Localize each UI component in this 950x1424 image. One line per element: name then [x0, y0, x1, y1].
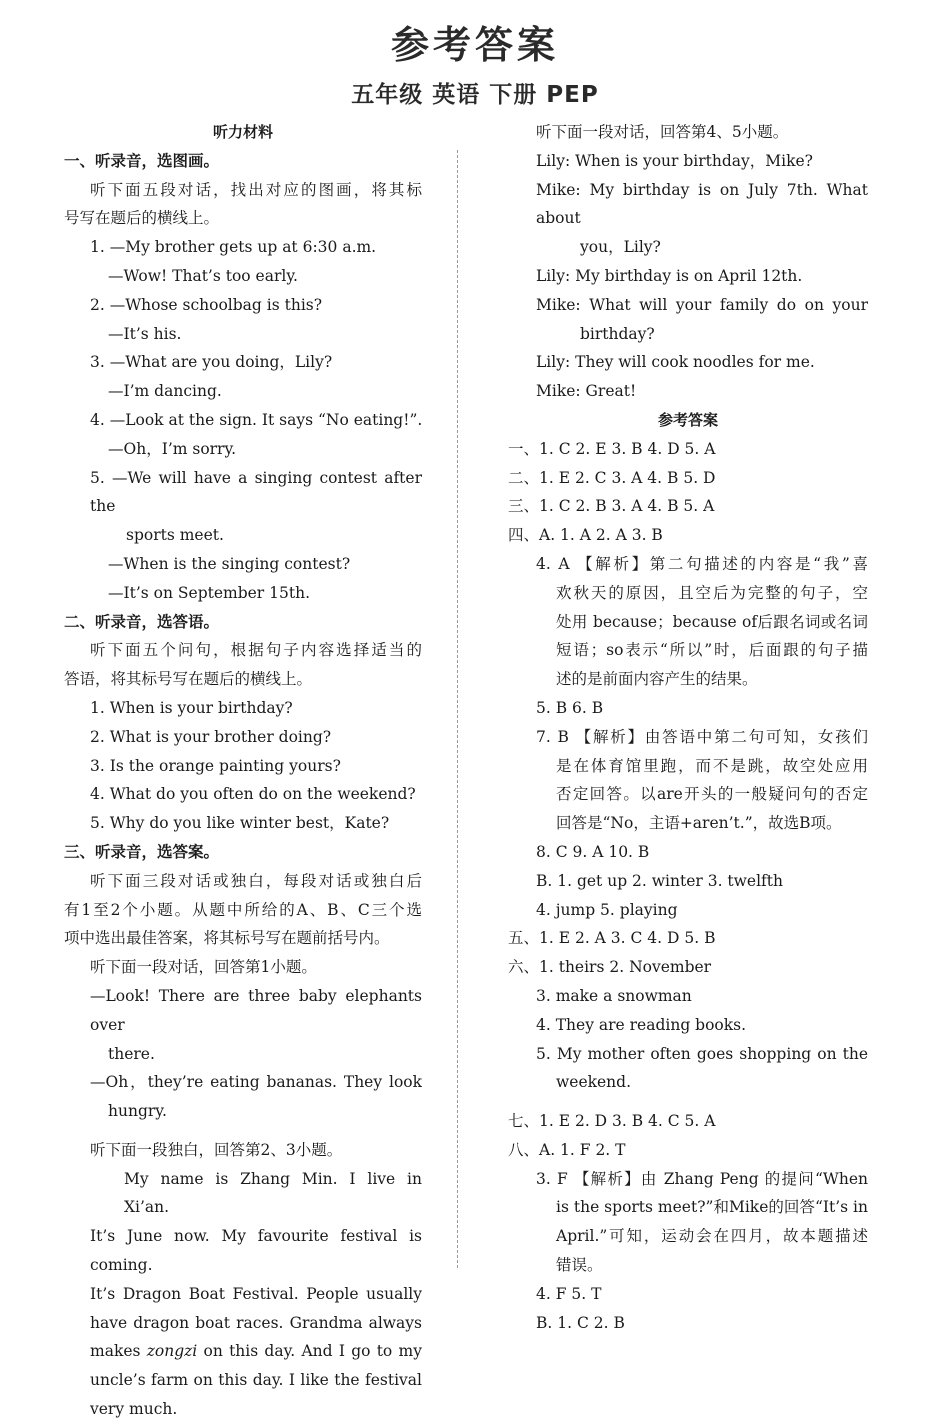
explanation-line: 4. A 【解析】第二句描述的内容是“我”喜	[536, 554, 868, 573]
answer-row: 4. They are reading books.	[536, 1015, 747, 1034]
section-2-title: 二、听录音，选答语。	[64, 612, 220, 631]
dialogue-line: Mike: My birthday is on July 7th. What about	[536, 180, 868, 228]
dialogue-line: Mike: Great!	[536, 382, 637, 401]
s1-item: 2. —Whose schoolbag is this?	[90, 295, 323, 314]
s1-item: 1. —My brother gets up at 6:30 a.m.	[90, 238, 377, 257]
s2-item: 5. Why do you like winter best，Kate?	[90, 814, 390, 833]
passage-text: makes	[90, 1342, 141, 1361]
dialogue-line: you，Lily?	[580, 238, 661, 257]
q1-line: there.	[108, 1044, 155, 1063]
section-1-title: 一、听录音，选图画。	[64, 151, 220, 170]
page-subtitle: 五年级 英语 下册 PEP	[351, 82, 599, 108]
dialogue-line: Lily: When is your birthday，Mike?	[536, 151, 813, 170]
section-3-title: 三、听录音，选答案。	[64, 842, 220, 861]
section-3-intro-2: 有1至2个小题。从题中所给的A、B、C三个选	[64, 900, 422, 919]
answers-column	[508, 118, 868, 1337]
explanation-line: 是在体育馆里跑，而不是跳，故空处应用	[556, 756, 868, 775]
answer-row: B. 1. get up 2. winter 3. twelfth	[536, 871, 783, 890]
section-2-intro-1: 听下面五个问句，根据句子内容选择适当的	[90, 641, 422, 660]
answer-row: 3. make a snowman	[536, 986, 692, 1005]
dialogue-line: Mike: What will your family do on your	[536, 295, 868, 314]
answer-row: 8. C 9. A 10. B	[536, 842, 650, 861]
answer-row: 七、1. E 2. D 3. B 4. C 5. A	[508, 1112, 716, 1131]
explanation-line: 回答是“No，主语+aren’t.”，故选B项。	[556, 814, 842, 833]
s1-item: 4. —Look at the sign. It says “No eating!”.	[90, 410, 422, 429]
answer-row: 六、1. theirs 2. November	[508, 958, 712, 977]
q45-intro: 听下面一段对话，回答第4、5小题。	[536, 123, 789, 141]
explanation-line: 短语；so表示“所以”时，后面跟的句子描	[556, 641, 868, 660]
section-1-intro-2: 号写在题后的横线上。	[64, 209, 220, 228]
answer-row: 5. My mother often goes shopping on the	[536, 1044, 868, 1063]
answer-row: 5. B 6. B	[536, 698, 604, 717]
passage-line: It’s Dragon Boat Festival. People usually	[90, 1284, 422, 1303]
answer-row: 八、A. 1. F 2. T	[508, 1140, 626, 1159]
passage-line: uncle’s farm on this day. I like the festival	[90, 1371, 422, 1390]
passage-text: on this day. And I go to my	[203, 1342, 422, 1361]
section-2-intro-2: 答语，将其标号写在题后的横线上。	[64, 670, 313, 689]
passage-line: It’s June now. My favourite festival is coming.	[90, 1227, 422, 1275]
answers-heading: 参考答案	[657, 410, 718, 429]
explanation-line: 3. F 【解析】由 Zhang Peng 的提问“When	[536, 1169, 868, 1188]
s1-item: —Oh，I’m sorry.	[108, 439, 237, 458]
answer-row: 4. jump 5. playing	[536, 900, 678, 919]
explanation-line: 否定回答。以are开头的一般疑问句的否定	[556, 785, 868, 804]
section-1-intro-1: 听下面五段对话，找出对应的图画，将其标	[90, 180, 422, 199]
explanation-line: 7. B 【解析】由答语中第二句可知，女孩们	[536, 727, 868, 746]
dialogue-line: birthday?	[580, 324, 655, 343]
answer-row: 二、1. E 2. C 3. A 4. B 5. D	[508, 468, 716, 487]
dialogue-line: Lily: My birthday is on April 12th.	[536, 266, 803, 285]
s2-item: 1. When is your birthday?	[90, 698, 293, 717]
answer-row: 4. F 5. T	[536, 1284, 602, 1303]
explanation-line: 述的是前面内容产生的结果。	[556, 670, 758, 689]
explanation-line: 欢秋天的原因，且空后为完整的句子，空	[556, 583, 868, 602]
s1-item: 5. —We will have a singing contest after the	[90, 468, 422, 516]
answer-row: 一、1. C 2. E 3. B 4. D 5. A	[508, 439, 716, 458]
answer-row: 三、1. C 2. B 3. A 4. B 5. A	[508, 497, 715, 516]
passage-italic-word: zongzi	[146, 1342, 198, 1361]
q1-intro: 听下面一段对话，回答第1小题。	[90, 958, 317, 977]
s1-item: —It’s on September 15th.	[108, 583, 311, 602]
passage-line: have dragon boat races. Grandma always	[90, 1313, 422, 1332]
page-title: 参考答案	[390, 23, 559, 67]
q1-line: hungry.	[108, 1102, 167, 1121]
s1-item: —It’s his.	[108, 324, 182, 343]
s1-item: —When is the singing contest?	[108, 554, 351, 573]
s1-item: sports meet.	[126, 526, 224, 545]
s1-item: —I’m dancing.	[108, 382, 222, 401]
explanation-line: is the sports meet?”和Mike的回答“It’s in	[556, 1198, 868, 1217]
listening-heading: 听力材料	[212, 123, 273, 141]
answer-row: weekend.	[556, 1073, 632, 1092]
column-divider	[457, 150, 458, 1268]
s1-item: 3. —What are you doing，Lily?	[90, 353, 333, 372]
answer-row: 四、A. 1. A 2. A 3. B	[508, 526, 663, 545]
answer-row: B. 1. C 2. B	[536, 1313, 625, 1332]
listening-material-column	[64, 118, 422, 1424]
passage-line: My name is Zhang Min. I live in Xi’an.	[124, 1169, 422, 1217]
dialogue-line: Lily: They will cook noodles for me.	[536, 353, 815, 372]
explanation-line: April.”可知，运动会在四月，故本题描述	[556, 1227, 868, 1246]
s1-item: —Wow! That’s too early.	[108, 266, 298, 285]
section-3-intro-3: 项中选出最佳答案，将其标号写在题前括号内。	[64, 929, 390, 948]
s2-item: 2. What is your brother doing?	[90, 727, 332, 746]
s2-item: 3. Is the orange painting yours?	[90, 756, 341, 775]
q1-line: —Look! There are three baby elephants over	[90, 986, 422, 1034]
section-3-intro-1: 听下面三段对话或独白，每段对话或独白后	[90, 871, 422, 890]
explanation-line: 错误。	[556, 1256, 603, 1275]
passage-line: very much.	[90, 1400, 178, 1419]
q1-line: —Oh，they’re eating bananas. They look	[90, 1073, 422, 1092]
passage-line	[64, 1337, 422, 1366]
explanation-line: 处用 because；because of后跟名词或名词	[556, 612, 868, 631]
answer-row: 五、1. E 2. A 3. C 4. D 5. B	[508, 929, 716, 948]
s2-item: 4. What do you often do on the weekend?	[90, 785, 416, 804]
q23-intro: 听下面一段独白，回答第2、3小题。	[90, 1140, 343, 1159]
